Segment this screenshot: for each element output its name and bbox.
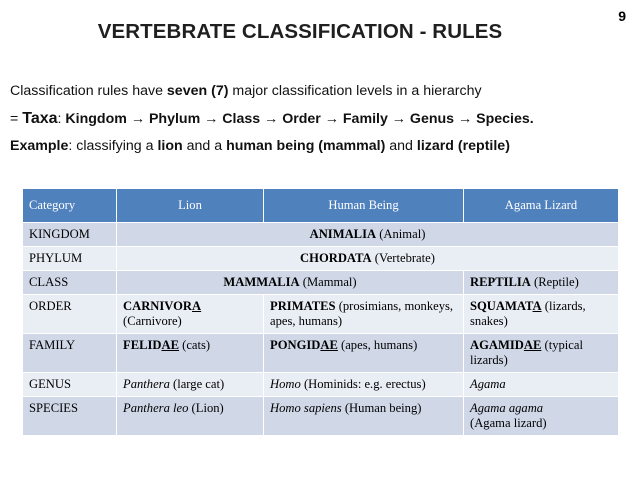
cell-bold: ANIMALIA [309, 227, 377, 241]
table-row [23, 373, 619, 397]
cell-text: (Reptile) [530, 275, 579, 289]
table-cell [464, 271, 619, 295]
cell-text: (Vertebrate) [371, 251, 435, 265]
intro-text-segment: and [385, 138, 417, 154]
row-label: PHYLUM [23, 247, 117, 271]
table-cell [117, 271, 464, 295]
row-label: FAMILY [23, 334, 117, 373]
cell-italic: Homo [270, 377, 301, 391]
table-row [23, 295, 619, 334]
intro-text-segment: and a [182, 138, 227, 154]
cell-underlined: AE [161, 338, 179, 352]
cell-bold: PRIMATES [270, 299, 336, 313]
cell-bold: MAMMALIA [223, 275, 300, 289]
cell-text: (Mammal) [299, 275, 357, 289]
cell-bold: CARNIVOR [123, 299, 193, 313]
cell-bold: SQUAMAT [470, 299, 533, 313]
table-cell [264, 397, 464, 436]
cell-underlined: AE [320, 338, 338, 352]
table-cell [464, 373, 619, 397]
classification-table [22, 188, 619, 436]
column-header: Category [23, 189, 117, 223]
cell-italic: Panthera [123, 377, 170, 391]
table-row [23, 223, 619, 247]
intro-text-segment: : classifying a [68, 138, 158, 154]
column-header: Human Being [264, 189, 464, 223]
table-cell [464, 295, 619, 334]
table-cell [117, 295, 264, 334]
cell-text: (Agama lizard) [470, 416, 547, 430]
cell-text: (large cat) [169, 377, 225, 391]
table-cell [264, 334, 464, 373]
table-cell [117, 247, 619, 271]
example-label: Example [10, 138, 69, 154]
cell-underlined: A [532, 299, 542, 313]
table-cell [264, 295, 464, 334]
row-label: KINGDOM [23, 223, 117, 247]
slide-title: VERTEBRATE CLASSIFICATION - RULES [97, 20, 503, 43]
table-cell [117, 397, 264, 436]
cell-bold: AGAMID [470, 338, 524, 352]
row-label: SPECIES [23, 397, 117, 436]
table-row [23, 271, 619, 295]
cell-italic: Agama agama [470, 401, 544, 415]
taxa-levels: Kingdom → Phylum → Class → Order → Family → Genus → Species. [65, 111, 534, 127]
intro-emphasis: human being (mammal) [226, 138, 386, 154]
table-cell [117, 334, 264, 373]
cell-text: (cats) [179, 338, 211, 352]
intro-line-1 [10, 78, 635, 105]
cell-bold: REPTILIA [470, 275, 531, 289]
slide-number: 9 [618, 8, 626, 24]
cell-bold: CHORDATA [300, 251, 372, 265]
cell-bold: FELID [123, 338, 162, 352]
intro-emphasis: seven (7) [166, 83, 229, 99]
table-header-row [23, 189, 619, 223]
intro-text-segment: = [10, 111, 23, 127]
intro-text-segment: : [57, 111, 66, 127]
intro-text-segment: Classification rules have [10, 83, 167, 99]
cell-text: (typical lizards) [470, 338, 583, 367]
table-cell [117, 373, 264, 397]
cell-underlined: A [192, 299, 202, 313]
table-cell [264, 373, 464, 397]
cell-underlined: AE [523, 338, 542, 352]
intro-text [10, 78, 635, 160]
column-header: Agama Lizard [464, 189, 619, 223]
intro-text-segment: major classification levels in a hierarchy [228, 83, 482, 99]
table-row [23, 397, 619, 436]
cell-text: (Lion) [188, 401, 224, 415]
cell-italic: Homo sapiens [270, 401, 342, 415]
intro-line-2 [10, 105, 635, 133]
cell-text: (Animal) [376, 227, 426, 241]
cell-text: (Hominids: e.g. erectus) [300, 377, 426, 391]
table-row [23, 247, 619, 271]
cell-text: (prosimians, monkeys, apes, humans) [270, 299, 454, 328]
cell-italic: Agama [470, 377, 506, 391]
intro-line-3 [10, 133, 635, 160]
row-label: ORDER [23, 295, 117, 334]
row-label: GENUS [23, 373, 117, 397]
intro-emphasis: lion [157, 138, 183, 154]
taxa-term: Taxa [22, 110, 58, 127]
column-header: Lion [117, 189, 264, 223]
table-cell [464, 334, 619, 373]
intro-emphasis: lizard (reptile) [416, 138, 510, 154]
cell-text: (Carnivore) [123, 314, 182, 328]
row-label: CLASS [23, 271, 117, 295]
table-row [23, 334, 619, 373]
table-cell [464, 397, 619, 436]
cell-italic: Panthera leo [123, 401, 189, 415]
cell-text: (apes, humans) [337, 338, 418, 352]
cell-bold: PONGID [270, 338, 321, 352]
cell-text: (Human being) [341, 401, 422, 415]
table-cell [117, 223, 619, 247]
cell-text: (lizards, snakes) [470, 299, 586, 328]
